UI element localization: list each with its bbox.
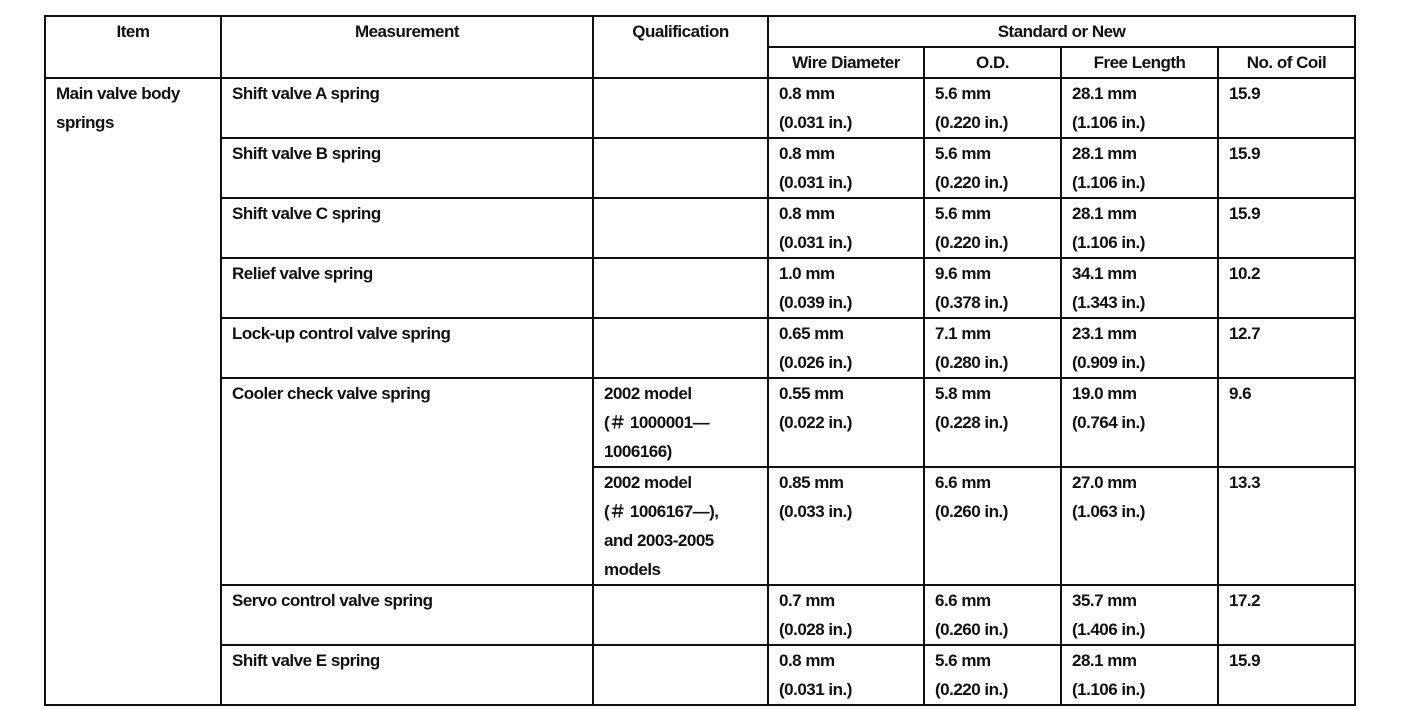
header-od: O.D.	[924, 47, 1061, 78]
qualification-cell: 2002 model (＃ 1000001— 1006166)	[593, 378, 768, 467]
qualification-cell	[593, 258, 768, 318]
coil-count-cell: 15.9	[1218, 645, 1355, 705]
coil-count-cell: 12.7	[1218, 318, 1355, 378]
qualification-cell	[593, 585, 768, 645]
od-cell: 6.6 mm (0.260 in.)	[924, 467, 1061, 585]
wire-diameter-cell: 0.8 mm (0.031 in.)	[768, 78, 924, 138]
qualification-cell	[593, 198, 768, 258]
measurement-cell: Shift valve B spring	[221, 138, 593, 198]
measurement-cell: Relief valve spring	[221, 258, 593, 318]
coil-count-cell: 15.9	[1218, 198, 1355, 258]
od-cell: 7.1 mm (0.280 in.)	[924, 318, 1061, 378]
measurement-cell: Servo control valve spring	[221, 585, 593, 645]
table-row	[45, 585, 1355, 645]
item-cell: Main valve body springs	[45, 78, 221, 705]
free-length-cell: 34.1 mm (1.343 in.)	[1061, 258, 1218, 318]
header-wire-diameter: Wire Diameter	[768, 47, 924, 78]
qualification-cell	[593, 318, 768, 378]
free-length-cell: 28.1 mm (1.106 in.)	[1061, 645, 1218, 705]
od-cell: 5.6 mm (0.220 in.)	[924, 645, 1061, 705]
wire-diameter-cell: 0.65 mm (0.026 in.)	[768, 318, 924, 378]
od-cell: 9.6 mm (0.378 in.)	[924, 258, 1061, 318]
free-length-cell: 23.1 mm (0.909 in.)	[1061, 318, 1218, 378]
header-free-length: Free Length	[1061, 47, 1218, 78]
coil-count-cell: 9.6	[1218, 378, 1355, 467]
coil-count-cell: 17.2	[1218, 585, 1355, 645]
free-length-cell: 27.0 mm (1.063 in.)	[1061, 467, 1218, 585]
measurement-cell: Shift valve A spring	[221, 78, 593, 138]
free-length-cell: 28.1 mm (1.106 in.)	[1061, 78, 1218, 138]
qualification-cell	[593, 138, 768, 198]
coil-count-cell: 10.2	[1218, 258, 1355, 318]
wire-diameter-cell: 1.0 mm (0.039 in.)	[768, 258, 924, 318]
wire-diameter-cell: 0.7 mm (0.028 in.)	[768, 585, 924, 645]
table-row	[45, 318, 1355, 378]
wire-diameter-cell: 0.85 mm (0.033 in.)	[768, 467, 924, 585]
wire-diameter-cell: 0.8 mm (0.031 in.)	[768, 645, 924, 705]
wire-diameter-cell: 0.8 mm (0.031 in.)	[768, 198, 924, 258]
measurement-cell: Shift valve C spring	[221, 198, 593, 258]
table-row	[45, 138, 1355, 198]
free-length-cell: 28.1 mm (1.106 in.)	[1061, 198, 1218, 258]
spring-spec-table	[44, 15, 1356, 706]
table-row	[45, 378, 1355, 467]
od-cell: 5.6 mm (0.220 in.)	[924, 198, 1061, 258]
wire-diameter-cell: 0.55 mm (0.022 in.)	[768, 378, 924, 467]
coil-count-cell: 13.3	[1218, 467, 1355, 585]
od-cell: 5.6 mm (0.220 in.)	[924, 78, 1061, 138]
free-length-cell: 19.0 mm (0.764 in.)	[1061, 378, 1218, 467]
measurement-cell: Cooler check valve spring	[221, 378, 593, 585]
coil-count-cell: 15.9	[1218, 138, 1355, 198]
qualification-cell	[593, 78, 768, 138]
header-standard-or-new: Standard or New	[768, 16, 1355, 47]
header-no-of-coil: No. of Coil	[1218, 47, 1355, 78]
od-cell: 6.6 mm (0.260 in.)	[924, 585, 1061, 645]
qualification-cell	[593, 645, 768, 705]
qualification-cell: 2002 model (＃ 1006167—), and 2003-2005 models	[593, 467, 768, 585]
od-cell: 5.6 mm (0.220 in.)	[924, 138, 1061, 198]
coil-count-cell: 15.9	[1218, 78, 1355, 138]
header-measurement: Measurement	[221, 16, 593, 78]
header-qualification: Qualification	[593, 16, 768, 78]
free-length-cell: 28.1 mm (1.106 in.)	[1061, 138, 1218, 198]
table-row	[45, 645, 1355, 705]
wire-diameter-cell: 0.8 mm (0.031 in.)	[768, 138, 924, 198]
table-row	[45, 258, 1355, 318]
free-length-cell: 35.7 mm (1.406 in.)	[1061, 585, 1218, 645]
measurement-cell: Shift valve E spring	[221, 645, 593, 705]
od-cell: 5.8 mm (0.228 in.)	[924, 378, 1061, 467]
header-item: Item	[45, 16, 221, 78]
measurement-cell: Lock-up control valve spring	[221, 318, 593, 378]
table-row	[45, 198, 1355, 258]
table-row	[45, 78, 1355, 138]
